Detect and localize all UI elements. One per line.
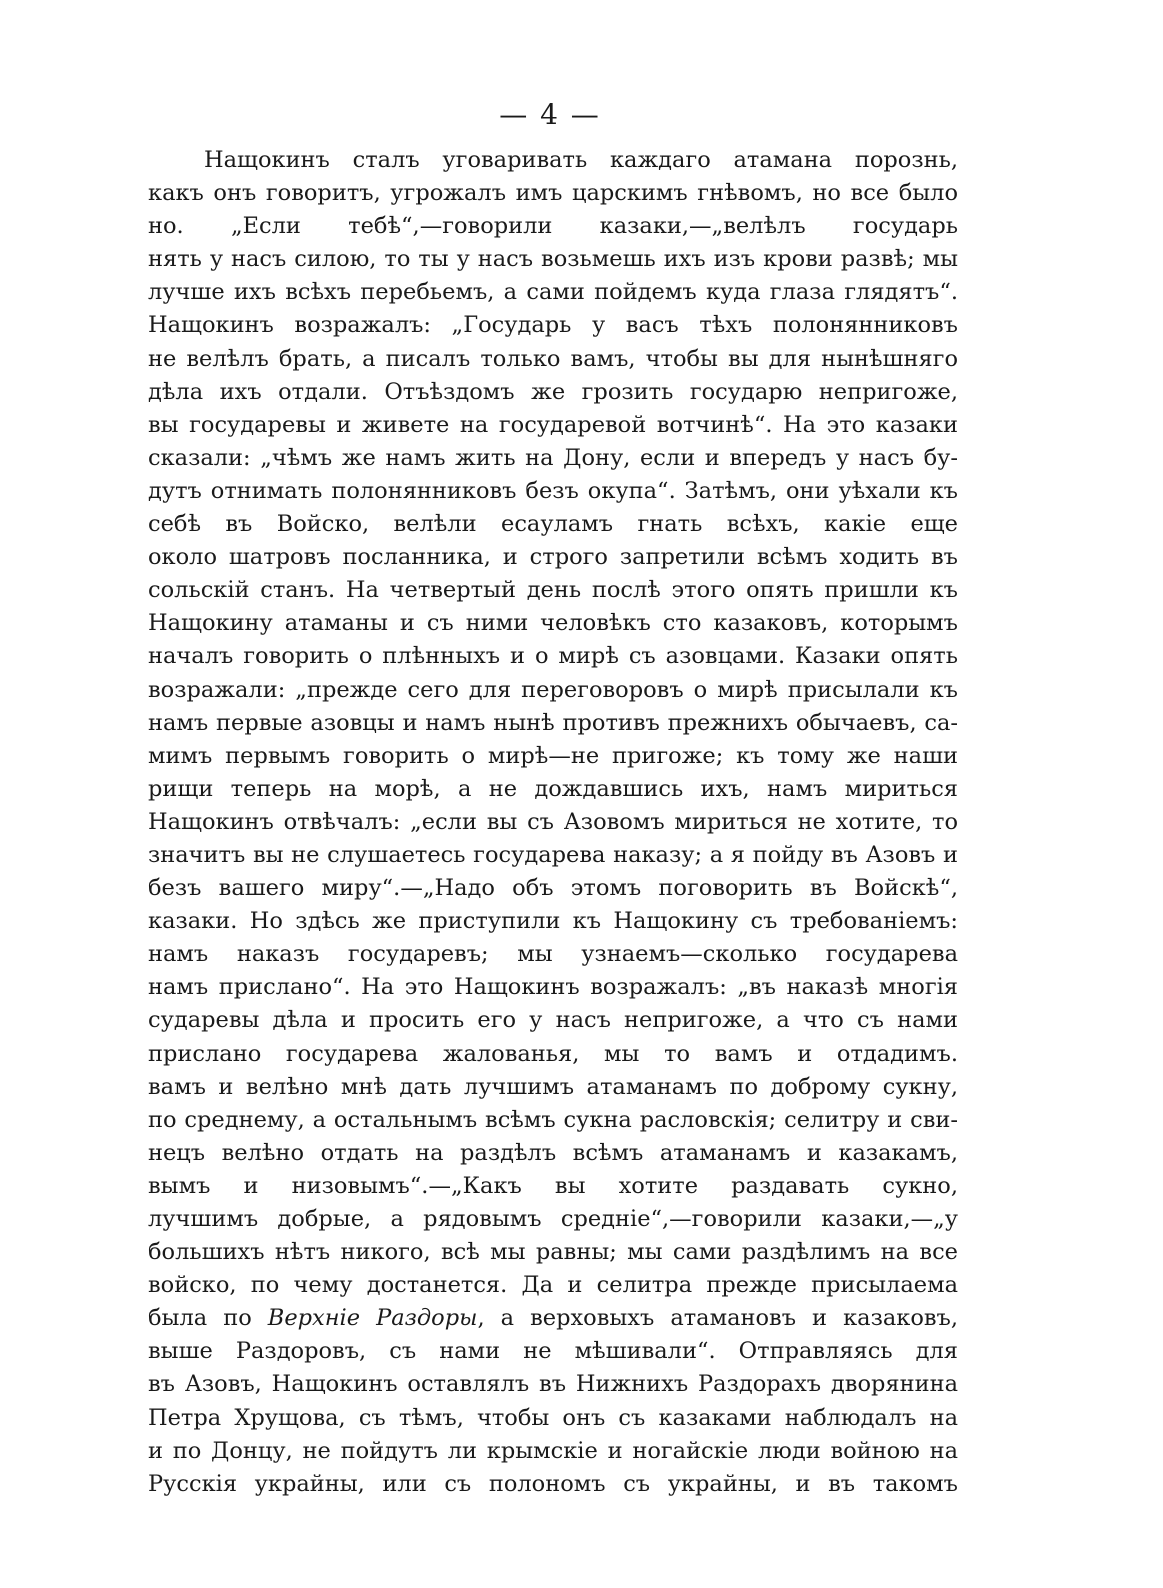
- line-text: Нащокинъ возражалъ: „Государь у васъ тѣхъ полонянниковъ: [148, 312, 958, 339]
- text-line-content: [148, 875, 958, 905]
- text-line: [148, 905, 958, 938]
- text-line-content: [148, 511, 958, 541]
- text-line-content: [148, 610, 958, 640]
- line-text: Нащокину атаманы и съ ними человѣкъ сто казаковъ, которымъ: [148, 610, 958, 637]
- text-line: [148, 839, 958, 872]
- text-line-content: [148, 213, 958, 243]
- text-line-content: [148, 1107, 958, 1133]
- line-text: сударевы дѣла и просить его у насъ непригоже, а что съ нами: [148, 1007, 958, 1034]
- page-number: — 4 —: [499, 98, 601, 131]
- text-line-content: [148, 1007, 958, 1033]
- text-line: [148, 1071, 958, 1104]
- text-line: [148, 971, 958, 1004]
- line-text: рищи теперь на морѣ, а не дождавшись ихъ, намъ мириться: [148, 775, 958, 802]
- text-line: [148, 508, 958, 541]
- line-text: вамъ и велѣно мнѣ дать лучшимъ атаманамъ по доброму сукну,: [148, 1073, 958, 1100]
- text-line-content: [148, 312, 958, 342]
- text-line-content: [148, 743, 958, 773]
- text-line-content: [148, 180, 958, 210]
- line-text: была по: [148, 1305, 268, 1332]
- text-line: [148, 1302, 958, 1335]
- text-line: [148, 1104, 958, 1137]
- text-line-content: [148, 412, 958, 438]
- text-line: [148, 442, 958, 475]
- line-text: вымъ и низовымъ“.—„Какъ вы хотите раздавать сукно,: [148, 1172, 958, 1199]
- text-line-content: [148, 346, 958, 372]
- text-line-content: [148, 478, 958, 504]
- text-line-content: [148, 974, 958, 1004]
- text-line-content: [148, 1338, 958, 1368]
- text-line-content: [148, 246, 958, 272]
- text-line: [148, 640, 958, 673]
- text-line: [148, 1038, 958, 1071]
- line-text: намъ первые азовцы и намъ нынѣ противъ прежнихъ обычаевъ, са-: [148, 709, 958, 736]
- line-text: Петра Хрущова, съ тѣмъ, чтобы онъ съ казаками наблюдалъ на: [148, 1404, 958, 1431]
- line-text: нецъ велѣно отдать на раздѣлъ всѣмъ атаманамъ и казакамъ,: [148, 1139, 958, 1166]
- text-line-content: [148, 677, 958, 703]
- line-text: себѣ въ Войско, велѣли есауламъ гнать всѣхъ, какіе еще: [148, 511, 958, 538]
- text-line-content: [148, 1041, 958, 1071]
- text-line-content: [148, 941, 958, 971]
- line-text: выше Раздоровъ, съ нами не мѣшивали“. Отправляясь для: [148, 1338, 958, 1365]
- line-text: казаки. Но здѣсь же приступили къ Нащокину съ требованіемъ:: [148, 908, 958, 935]
- line-text: Нащокинъ отвѣчалъ: „если вы съ Азовомъ мириться не хотите, то: [148, 808, 958, 835]
- line-text: по среднему, а остальнымъ всѣмъ сукна расловскія; селитру и сви-: [148, 1106, 958, 1133]
- line-text: около шатровъ посланника, и строго запретили всѣмъ ходить въ: [148, 544, 958, 571]
- line-text: возражали: „прежде сего для переговоровъ о мирѣ присылали къ: [148, 676, 958, 703]
- line-text: значитъ вы не слушаетесь государева наказу; а я пойду въ Азовъ и: [148, 841, 958, 868]
- text-line: [148, 276, 958, 309]
- text-line: [148, 376, 958, 409]
- line-text: лучше ихъ всѣхъ перебьемъ, а сами пойдемъ куда глаза глядятъ“.: [148, 279, 958, 306]
- text-line: [148, 475, 958, 508]
- text-line: [148, 1402, 958, 1435]
- text-line: [148, 806, 958, 839]
- text-line-content: [148, 379, 958, 409]
- line-text: въ Азовъ, Нащокинъ оставлялъ въ Нижнихъ Раздорахъ дворянина: [148, 1371, 958, 1398]
- body-text: [148, 144, 958, 1501]
- text-line-content: [148, 908, 958, 938]
- text-line-content: [148, 544, 958, 574]
- text-line: [148, 872, 958, 905]
- text-line: [148, 707, 958, 740]
- text-line-content: [148, 842, 958, 868]
- text-line-content: [148, 1438, 958, 1464]
- text-line: [148, 409, 958, 442]
- line-text: сказали: „чѣмъ же намъ жить на Дону, если и впередъ у насъ бу-: [148, 444, 958, 471]
- text-line: [148, 1335, 958, 1368]
- text-line-content: [148, 445, 958, 471]
- line-text: нять у насъ силою, то ты у насъ возьмешь ихъ изъ крови развѣ; мы: [148, 246, 958, 273]
- text-line: [148, 607, 958, 640]
- text-line: [148, 1004, 958, 1037]
- line-text: началъ говорить о плѣнныхъ и о мирѣ съ азовцами. Казаки опять: [148, 643, 958, 670]
- italic-text: Верхніе Раздоры: [267, 1305, 478, 1332]
- text-line: [148, 309, 958, 342]
- text-line-content: [148, 1371, 958, 1397]
- text-line: [148, 243, 958, 276]
- text-line-content: [148, 776, 958, 806]
- text-line: [148, 1269, 958, 1302]
- text-line-content: [148, 279, 958, 305]
- line-text: безъ вашего миру“.—„Надо объ этомъ поговорить въ Войскѣ“,: [148, 875, 958, 902]
- text-line-content: [148, 710, 958, 736]
- line-text: намъ наказъ государевъ; мы узнаемъ—сколько государева: [148, 941, 958, 968]
- text-line: [148, 1236, 958, 1269]
- line-text: лучшимъ добрые, а рядовымъ средніе“,—говорили казаки,—„у: [148, 1206, 958, 1232]
- line-text: не велѣлъ брать, а писалъ только вамъ, чтобы вы для нынѣшняго: [148, 345, 958, 372]
- line-text: Русскія украйны, или съ полономъ съ украйны, и въ такомъ: [148, 1470, 958, 1497]
- text-line: [148, 674, 958, 707]
- text-line: [148, 541, 958, 574]
- text-line: [148, 144, 958, 177]
- line-text: дѣла ихъ отдали. Отъѣздомъ же грозить государю непригоже,: [148, 378, 958, 405]
- text-line-content: [148, 1405, 958, 1435]
- text-line: [148, 938, 958, 971]
- line-text: дутъ отнимать полонянниковъ безъ окупа“. Затѣмъ, они уѣхали къ: [148, 477, 958, 504]
- text-line: [148, 177, 958, 210]
- text-line: [148, 1368, 958, 1401]
- text-line-content: [148, 1173, 958, 1203]
- text-line: [148, 1137, 958, 1170]
- line-text: мимъ первымъ говорить о мирѣ—не пригоже; къ тому же наши: [148, 742, 958, 769]
- line-text: Нащокинъ сталъ уговаривать каждаго атамана порознь,: [204, 147, 958, 173]
- text-line: [148, 773, 958, 806]
- text-line: [148, 574, 958, 607]
- text-line: [148, 740, 958, 773]
- line-text: большихъ нѣтъ никого, всѣ мы равны; мы сами раздѣлимъ на все: [148, 1239, 958, 1266]
- text-line-content: [148, 1305, 958, 1335]
- line-text: но. „Если тебѣ“,—говорили казаки,—„велѣлъ государь: [148, 213, 958, 240]
- text-line-content: [148, 809, 958, 835]
- line-text: сольскій станъ. На четвертый день послѣ этого опять пришли къ: [148, 577, 958, 604]
- text-line-content: [148, 1239, 958, 1265]
- text-line-content: [148, 1206, 958, 1236]
- text-line: [148, 210, 958, 243]
- text-line-content: [204, 147, 958, 177]
- text-line-content: [148, 643, 958, 669]
- text-line: [148, 1468, 958, 1501]
- text-line-content: [148, 1074, 958, 1104]
- text-line-content: [148, 1471, 958, 1497]
- line-text: вы государевы и живете на государевой вотчинѣ“. На это казаки: [148, 411, 958, 438]
- text-line-content: [148, 1272, 958, 1302]
- text-line: [148, 343, 958, 376]
- text-line-content: [148, 577, 958, 603]
- line-text: какъ онъ говоритъ, угрожалъ имъ царскимъ гнѣвомъ, но все было: [148, 180, 958, 207]
- line-text: войско, по чему достанется. Да и селитра прежде присылаема: [148, 1272, 958, 1299]
- line-text: и по Донцу, не пойдутъ ли крымскіе и ногайскіе люди войною на: [148, 1437, 958, 1464]
- line-text: прислано государева жалованья, мы то вамъ и отдадимъ.: [148, 1040, 958, 1067]
- text-line-content: [148, 1140, 958, 1170]
- text-line: [148, 1435, 958, 1468]
- line-text: намъ прислано“. На это Нащокинъ возражалъ: „въ наказѣ многія: [148, 974, 958, 1001]
- text-line: [148, 1203, 958, 1236]
- text-line: [148, 1170, 958, 1203]
- line-text: , а верховыхъ атамановъ и казаковъ,: [477, 1305, 958, 1332]
